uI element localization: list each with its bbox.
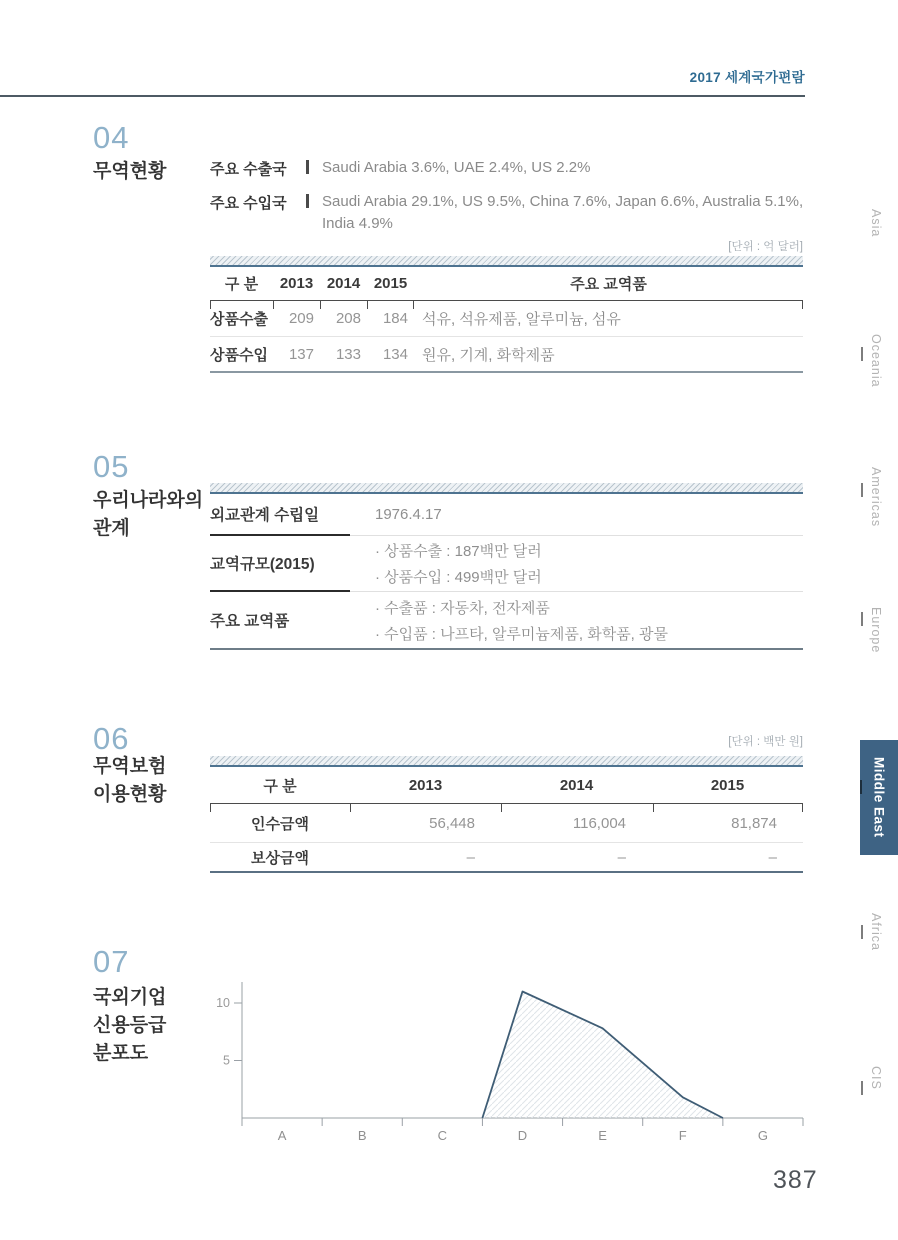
section04-number: 04 [93, 120, 130, 155]
cell-2015: 134 [382, 345, 408, 363]
row-label: 외교관계 수립일 [210, 494, 350, 536]
export-countries-label: 주요 수출국 [210, 161, 287, 178]
trade-insurance-table [210, 756, 803, 873]
trade-table-header [210, 267, 803, 301]
table-row [210, 592, 803, 650]
row-value [350, 536, 803, 592]
cell-2014: 208 [335, 310, 361, 327]
edge-tab-oceania[interactable]: Oceania [869, 334, 883, 388]
table-top-band [210, 756, 803, 767]
svg-text:10: 10 [216, 996, 230, 1010]
col-header-2014: 2014 [326, 275, 361, 292]
unit-label-04: [단위 : 억 달러] [728, 241, 803, 253]
col-tick [802, 301, 803, 309]
edge-tab-africa[interactable]: Africa [869, 913, 883, 951]
edge-tab-europe[interactable]: Europe [869, 606, 883, 654]
col-header-2014: 2014 [559, 776, 594, 794]
cell-2015: 81,874 [731, 814, 777, 832]
value-line: · 상품수출 : 187백만 달러 [375, 543, 542, 560]
cell-2014: 133 [335, 345, 361, 363]
cell-2014: 116,004 [572, 814, 626, 832]
cell-2015: 184 [382, 310, 408, 327]
edge-tab-middle-east[interactable]: Middle East [860, 740, 898, 855]
unit-label-06: [단위 : 백만 원] [728, 736, 803, 748]
col-header-2015: 2015 [710, 776, 745, 794]
col-tick [350, 804, 351, 812]
separator-bar-icon [306, 160, 309, 174]
row-value [350, 592, 803, 650]
section06-number: 06 [93, 721, 130, 756]
col-tick [413, 301, 414, 309]
section06-title-line1: 무역보험 [93, 756, 167, 777]
svg-text:A: A [277, 1128, 287, 1142]
cell-2015: – [768, 848, 777, 866]
header-rule [0, 95, 805, 97]
svg-text:D: D [517, 1128, 528, 1142]
table-row [210, 337, 803, 373]
edge-tick [860, 780, 862, 794]
credit-rating-chart-area [210, 972, 810, 1142]
cell-2013: – [466, 848, 475, 866]
trade-table [210, 256, 803, 373]
section07-title-line3: 분포도 [93, 1043, 149, 1064]
col-header-2015: 2015 [373, 275, 408, 292]
book-title: 2017 세계국가편람 [689, 70, 805, 85]
cell-2014: – [617, 848, 626, 866]
edge-tab-americas[interactable]: Americas [869, 466, 883, 528]
row-value: 1976.4.17 [350, 494, 803, 536]
col-tick [367, 301, 368, 309]
svg-text:B: B [357, 1128, 367, 1142]
edge-tab-cis[interactable]: CIS [869, 1066, 883, 1090]
svg-text:C: C [437, 1128, 448, 1142]
page-number: 387 [773, 1166, 818, 1194]
table-top-band [210, 256, 803, 267]
col-tick [653, 804, 654, 812]
value-line: · 상품수입 : 499백만 달러 [375, 569, 542, 586]
row-label: 주요 교역품 [210, 592, 350, 650]
col-tick [320, 301, 321, 309]
separator-bar-icon [306, 194, 309, 208]
table-row [210, 843, 803, 873]
export-countries-value: Saudi Arabia 3.6%, UAE 2.4%, US 2.2% [322, 159, 591, 176]
svg-text:F: F [678, 1128, 687, 1142]
col-tick [273, 301, 274, 309]
section07-number: 07 [93, 944, 130, 979]
col-header-2013: 2013 [279, 275, 314, 292]
section05-title-line2: 관계 [93, 518, 130, 539]
section06-title-line2: 이용현황 [93, 784, 167, 805]
section07-title-line2: 신용등급 [93, 1015, 167, 1036]
section05-number: 05 [93, 449, 130, 484]
cell-2013: 209 [288, 310, 314, 327]
table-top-band [210, 483, 803, 494]
col-header-items: 주요 교역품 [570, 276, 647, 293]
col-tick [210, 301, 211, 309]
cell-items: 석유, 석유제품, 알루미늄, 섬유 [422, 311, 621, 328]
col-header-gubun: 구 분 [224, 276, 259, 293]
table-row [210, 536, 803, 592]
section07-title-line1: 국외기업 [93, 987, 167, 1008]
row-label: 상품수출 [210, 311, 268, 328]
edge-tab-asia[interactable]: Asia [869, 208, 883, 238]
export-countries-row [210, 157, 807, 180]
import-countries-label: 주요 수입국 [210, 194, 287, 212]
import-countries-row [210, 191, 807, 236]
import-countries-value: Saudi Arabia 29.1%, US 9.5%, China 7.6%, Japan 6.6%, Australia 5.1%, India 4.9% [322, 192, 804, 232]
row-label: 보상금액 [251, 849, 309, 867]
col-header-gubun: 구 분 [263, 777, 297, 795]
col-header-2013: 2013 [408, 776, 443, 794]
table-row [210, 804, 803, 843]
table-row [210, 301, 803, 337]
value-line: · 수출품 : 자동차, 전자제품 [375, 600, 550, 617]
row-label: 상품수입 [210, 346, 268, 364]
section04-title: 무역현황 [93, 161, 167, 182]
svg-text:E: E [598, 1128, 607, 1142]
trade-info-rows [210, 157, 807, 247]
row-label: 인수금액 [251, 815, 309, 833]
korea-relations-table [210, 483, 803, 650]
section05-title-line1: 우리나라와의 [93, 490, 204, 511]
cell-items: 원유, 기계, 화학제품 [422, 346, 555, 364]
table-row [210, 494, 803, 536]
insurance-table-header [210, 767, 803, 804]
col-tick [501, 804, 502, 812]
col-tick [210, 804, 211, 812]
col-tick [802, 804, 803, 812]
row-label: 교역규모(2015) [210, 536, 350, 592]
svg-text:G: G [757, 1128, 768, 1142]
svg-text:5: 5 [223, 1053, 230, 1068]
cell-2013: 56,448 [429, 814, 475, 832]
credit-rating-distribution-chart [210, 972, 810, 1142]
cell-2013: 137 [288, 345, 314, 363]
value-line: · 수입품 : 나프타, 알루미늄제품, 화학품, 광물 [375, 626, 669, 643]
